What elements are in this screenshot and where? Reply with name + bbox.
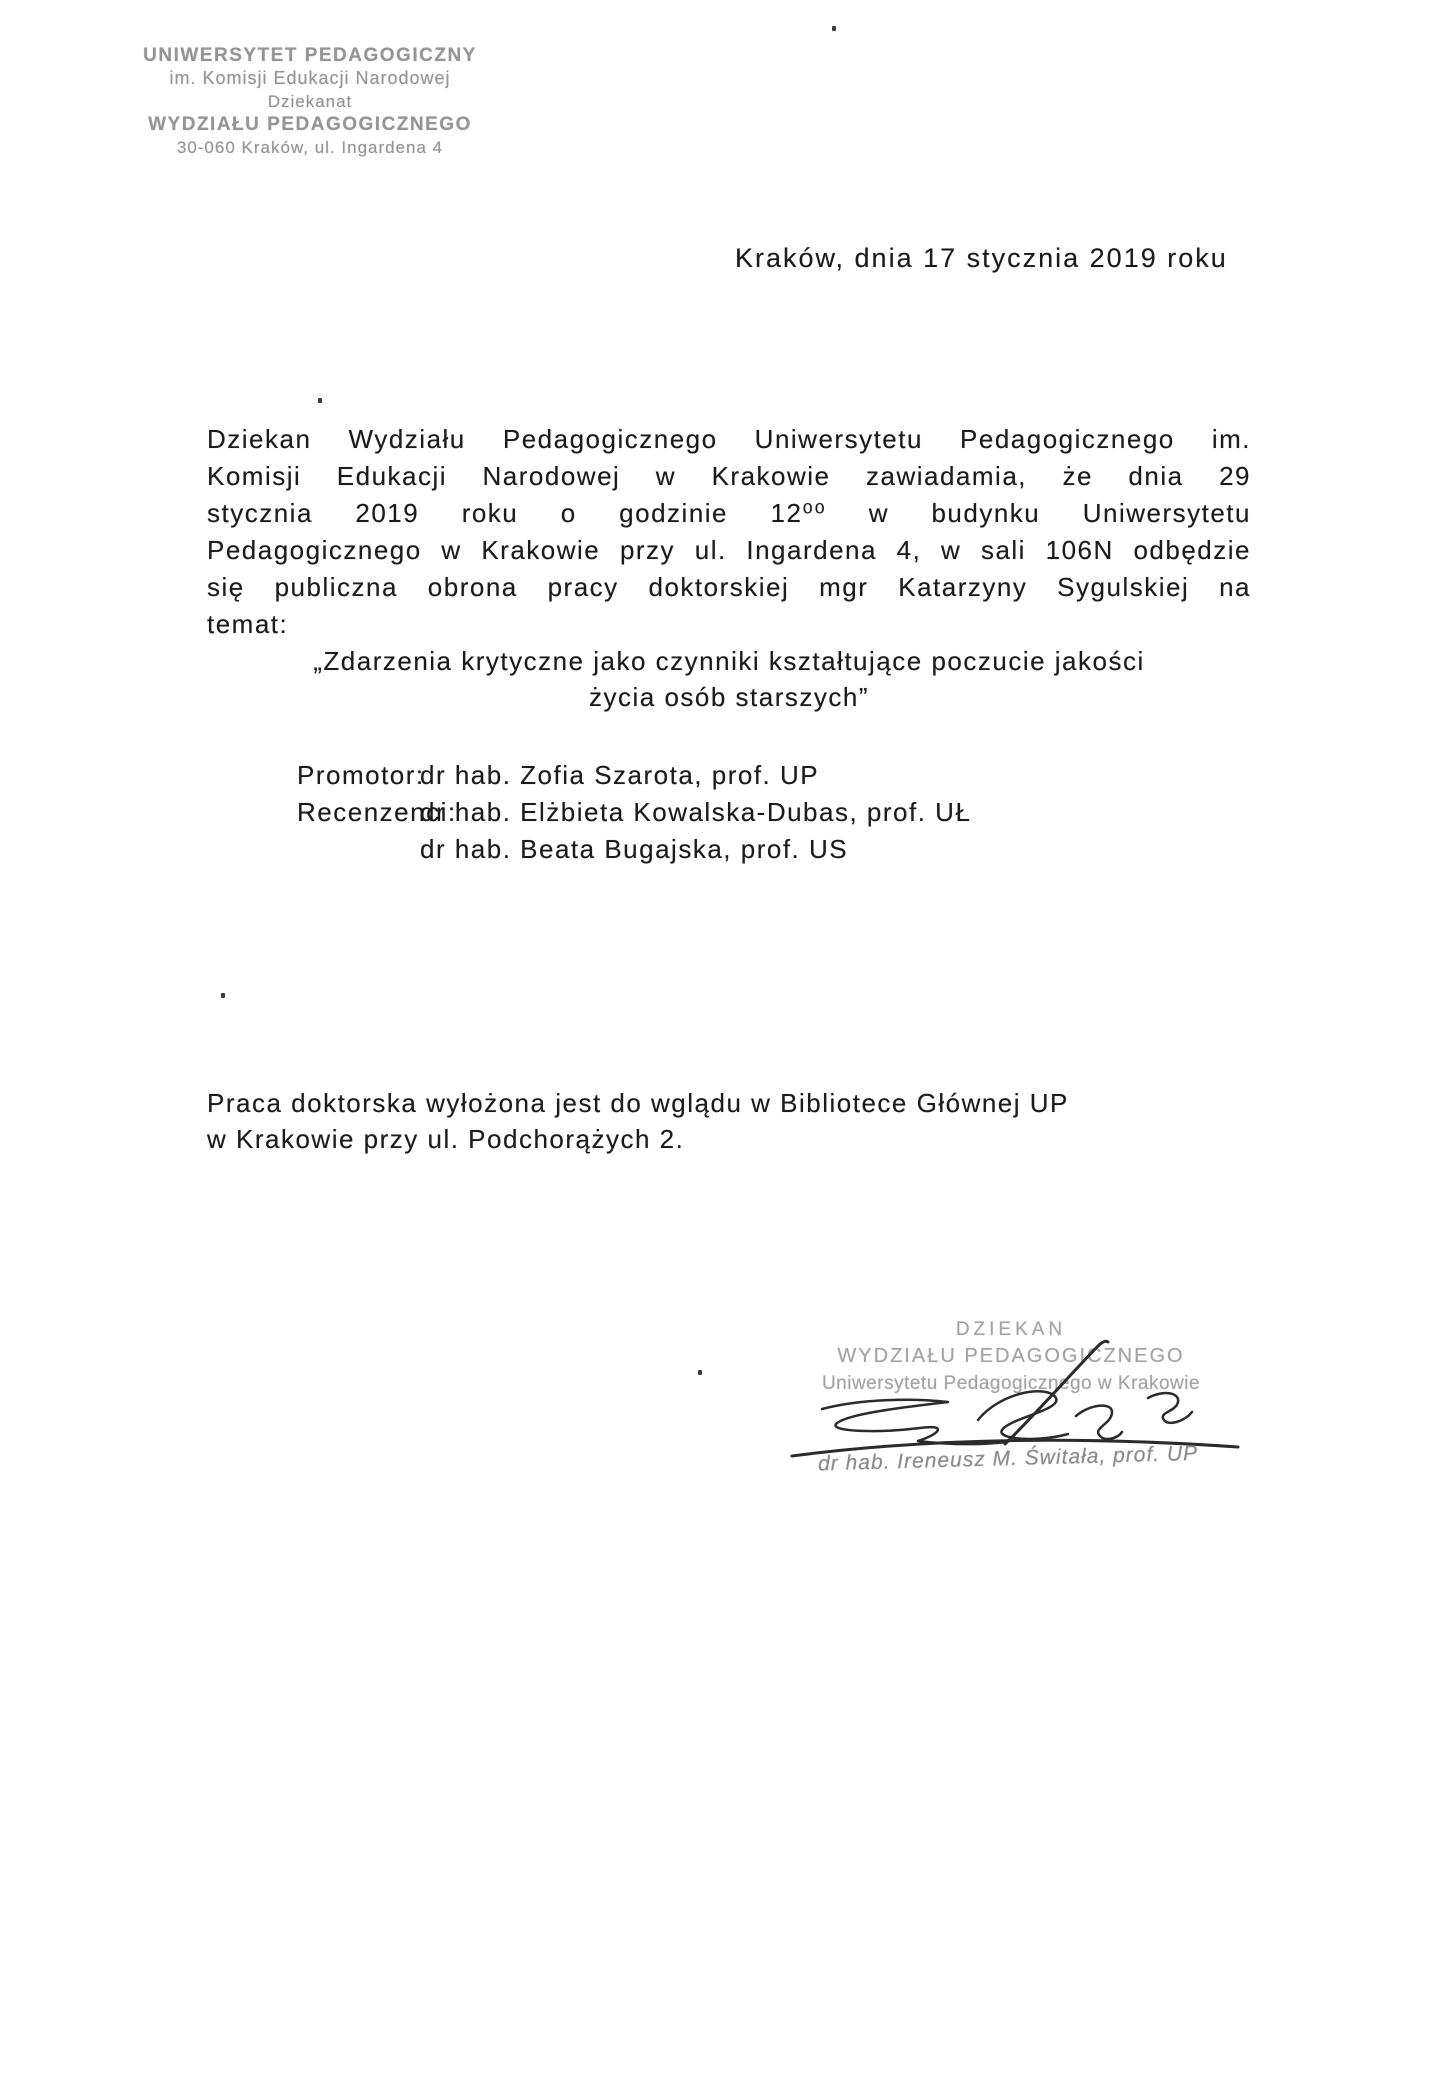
body-line: stycznia 2019 roku o godzinie 12⁰⁰ w budynku Uniwersytetu <box>207 498 1251 528</box>
scan-artifact-dot <box>318 398 322 403</box>
availability-line: Praca doktorska wyłożona jest do wglądu w Bibliotece Głównej UP <box>207 1088 1069 1118</box>
reviewer-name: dr hab. Elżbieta Kowalska-Dubas, prof. UŁ <box>420 797 972 827</box>
dean-stamp-line: DZIEKAN <box>955 1319 1067 1340</box>
letterhead-stamp <box>100 44 520 159</box>
letterhead-line: Dziekanat <box>267 92 353 111</box>
availability-line: w Krakowie przy ul. Podchorążych 2. <box>207 1124 685 1154</box>
reviewers-label: Recenzenci: <box>297 797 457 827</box>
scan-artifact-dot <box>221 993 225 998</box>
announcement-paragraph <box>207 424 1251 718</box>
body-line: temat: <box>207 609 289 639</box>
letterhead-line: im. Komisji Edukacji Narodowej <box>169 68 451 88</box>
body-line: Dziekan Wydziału Pedagogicznego Uniwersytetu Pedagogicznego im. <box>207 424 1251 454</box>
promotor-label: Promotor: <box>297 760 425 790</box>
scan-artifact-dot <box>832 26 836 31</box>
promotor-row <box>297 760 819 791</box>
reviewer2-row <box>420 834 848 865</box>
letterhead-line: 30-060 Kraków, ul. Ingardena 4 <box>176 138 444 157</box>
thesis-title-line: życia osób starszych” <box>588 682 870 712</box>
reviewer-name: dr hab. Beata Bugajska, prof. US <box>420 834 849 864</box>
reviewers-row <box>297 797 971 828</box>
letterhead-line: WYDZIAŁU PEDAGOGICZNEGO <box>148 114 472 135</box>
signer-name: dr hab. Ireneusz M. Świtała, prof. UP <box>817 1441 1199 1476</box>
date-line: Kraków, dnia 17 stycznia 2019 roku <box>735 243 1228 273</box>
body-line: się publiczna obrona pracy doktorskiej mgr Katarzyny Sygulskiej na <box>207 572 1251 602</box>
body-line: Komisji Edukacji Narodowej w Krakowie zawiadamia, że dnia 29 <box>207 461 1251 491</box>
dean-stamp-line: Uniwersytetu Pedagogicznego w Krakowie <box>821 1373 1201 1394</box>
thesis-title-line: „Zdarzenia krytyczne jako czynniki kształtujące poczucie jakości <box>313 646 1145 676</box>
scan-artifact-dot <box>698 1370 702 1375</box>
letterhead-line: UNIWERSYTET PEDAGOGICZNY <box>143 45 477 66</box>
body-line: Pedagogicznego w Krakowie przy ul. Ingardena 4, w sali 106N odbędzie <box>207 535 1251 565</box>
promotor-name: dr hab. Zofia Szarota, prof. UP <box>420 760 820 790</box>
dean-stamp-line: WYDZIAŁU PEDAGOGICZNEGO <box>837 1345 1185 1367</box>
